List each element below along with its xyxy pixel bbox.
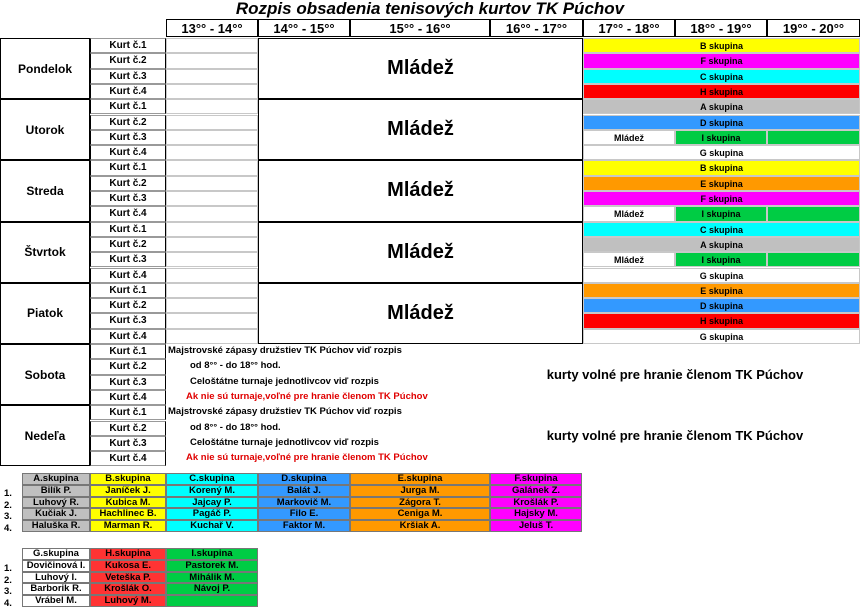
group-member: Janíček J. bbox=[90, 485, 166, 497]
time-header: 17°° - 18°° bbox=[583, 19, 675, 37]
group-member: Kučiak J. bbox=[22, 508, 90, 520]
group-member: Kukosa E. bbox=[90, 560, 166, 572]
group-slot-fill bbox=[767, 130, 860, 145]
group-member: Vrábel M. bbox=[22, 595, 90, 607]
group-member: Bilík P. bbox=[22, 485, 90, 497]
group-slot: I skupina bbox=[675, 130, 767, 145]
page-title: Rozpis obsadenia tenisových kurtov TK Púchov bbox=[235, 0, 625, 18]
weekend-line2: od 8°° - do 18°° hod. bbox=[190, 360, 281, 372]
group-slot: A skupina bbox=[583, 99, 860, 114]
weekend-line4: Ak nie sú turnaje,voľné pre hranie členom TK Púchov bbox=[186, 390, 428, 402]
group-slot: C skupina bbox=[583, 222, 860, 237]
mladez-cell: Mládež bbox=[583, 206, 675, 221]
group-slot: D skupina bbox=[583, 298, 860, 313]
empty-cell bbox=[166, 298, 258, 313]
time-header: 16°° - 17°° bbox=[490, 19, 583, 37]
court-label: Kurt č.4 bbox=[90, 84, 166, 99]
group-member: Luhový M. bbox=[90, 595, 166, 607]
weekend-line3: Celoštátne turnaje jednotlivcov viď rozpis bbox=[190, 375, 379, 387]
day-label: Piatok bbox=[0, 283, 90, 344]
mladez-block: Mládež bbox=[258, 160, 583, 221]
group-slot: G skupina bbox=[583, 329, 860, 344]
empty-cell bbox=[166, 130, 258, 145]
weekend-line3: Celoštátne turnaje jednotlivcov viď rozpis bbox=[190, 436, 379, 448]
weekend-line4: Ak nie sú turnaje,voľné pre hranie členom TK Púchov bbox=[186, 452, 428, 464]
group-header: D.skupina bbox=[258, 473, 350, 485]
group-member: Luhový R. bbox=[22, 497, 90, 509]
court-label: Kurt č.3 bbox=[90, 313, 166, 328]
time-header: 15°° - 16°° bbox=[350, 19, 490, 37]
row-number: 3. bbox=[4, 511, 12, 523]
court-label: Kurt č.4 bbox=[90, 329, 166, 344]
court-label: Kurt č.1 bbox=[90, 160, 166, 175]
group-member: Veteška P. bbox=[90, 572, 166, 584]
group-slot: C skupina bbox=[583, 69, 860, 84]
mladez-cell: Mládež bbox=[583, 130, 675, 145]
day-label: Nedeľa bbox=[0, 405, 90, 466]
weekend-line2: od 8°° - do 18°° hod. bbox=[190, 421, 281, 433]
court-label: Kurt č.3 bbox=[90, 252, 166, 267]
mladez-block: Mládež bbox=[258, 283, 583, 344]
day-label: Pondelok bbox=[0, 38, 90, 99]
weekend-free: kurty volné pre hranie členom TK Púchov bbox=[546, 428, 804, 444]
row-number: 4. bbox=[4, 523, 12, 535]
empty-cell bbox=[166, 53, 258, 68]
empty-cell bbox=[166, 237, 258, 252]
group-slot: E skupina bbox=[583, 283, 860, 298]
weekend-line1: Majstrovské zápasy družstiev TK Púchov viď rozpis bbox=[168, 406, 402, 418]
group-member: Krošlák P. bbox=[490, 497, 582, 509]
group-slot: A skupina bbox=[583, 237, 860, 252]
group-member: Filo E. bbox=[258, 508, 350, 520]
court-label: Kurt č.1 bbox=[90, 38, 166, 53]
empty-cell bbox=[166, 329, 258, 344]
group-header: G.skupina bbox=[22, 548, 90, 560]
group-member: Galánek Z. bbox=[490, 485, 582, 497]
row-number: 1. bbox=[4, 562, 12, 574]
group-slot: I skupina bbox=[675, 206, 767, 221]
court-label: Kurt č.2 bbox=[90, 53, 166, 68]
court-label: Kurt č.3 bbox=[90, 69, 166, 84]
empty-cell bbox=[166, 38, 258, 53]
row-number: 2. bbox=[4, 499, 12, 511]
group-member: Krošlák O. bbox=[90, 583, 166, 595]
mladez-block: Mládež bbox=[258, 222, 583, 283]
court-label: Kurt č.4 bbox=[90, 206, 166, 221]
group-member: Hachlinec B. bbox=[90, 508, 166, 520]
day-label: Štvrtok bbox=[0, 222, 90, 283]
group-member: Jeluš T. bbox=[490, 520, 582, 532]
weekend-line1: Majstrovské zápasy družstiev TK Púchov viď rozpis bbox=[168, 345, 402, 356]
row-number: 2. bbox=[4, 574, 12, 586]
group-header: H.skupina bbox=[90, 548, 166, 560]
group-member: Korený M. bbox=[166, 485, 258, 497]
empty-cell bbox=[166, 115, 258, 130]
court-label: Kurt č.1 bbox=[90, 99, 166, 114]
court-label: Kurt č.2 bbox=[90, 359, 166, 374]
row-number: 4. bbox=[4, 598, 12, 610]
empty-cell bbox=[166, 99, 258, 114]
group-member: Kršiak A. bbox=[350, 520, 490, 532]
time-header: 19°° - 20°° bbox=[767, 19, 860, 37]
group-member: Mihálik M. bbox=[166, 572, 258, 584]
empty-cell bbox=[166, 206, 258, 221]
empty-cell bbox=[166, 176, 258, 191]
court-label: Kurt č.4 bbox=[90, 390, 166, 405]
group-slot: D skupina bbox=[583, 115, 860, 130]
group-member: Faktor M. bbox=[258, 520, 350, 532]
time-header: 14°° - 15°° bbox=[258, 19, 350, 37]
group-member: Pagáč P. bbox=[166, 508, 258, 520]
day-label: Utorok bbox=[0, 99, 90, 160]
empty-cell bbox=[166, 268, 258, 283]
court-label: Kurt č.1 bbox=[90, 222, 166, 237]
empty-cell bbox=[166, 252, 258, 267]
group-header: I.skupina bbox=[166, 548, 258, 560]
empty-cell bbox=[166, 160, 258, 175]
day-label: Streda bbox=[0, 160, 90, 221]
empty-cell bbox=[166, 84, 258, 99]
row-number: 3. bbox=[4, 586, 12, 598]
group-header: A.skupina bbox=[22, 473, 90, 485]
empty-cell bbox=[166, 69, 258, 84]
group-header: F.skupina bbox=[490, 473, 582, 485]
group-slot-fill bbox=[767, 206, 860, 221]
group-member: Luhový I. bbox=[22, 572, 90, 584]
group-member: Markovič M. bbox=[258, 497, 350, 509]
group-member: Zágora T. bbox=[350, 497, 490, 509]
group-member: Barborik R. bbox=[22, 583, 90, 595]
day-label: Sobota bbox=[0, 344, 90, 405]
court-label: Kurt č.3 bbox=[90, 436, 166, 451]
court-label: Kurt č.3 bbox=[90, 375, 166, 390]
group-member: Marman R. bbox=[90, 520, 166, 532]
group-slot: H skupina bbox=[583, 84, 860, 99]
court-label: Kurt č.2 bbox=[90, 176, 166, 191]
court-label: Kurt č.2 bbox=[90, 237, 166, 252]
court-label: Kurt č.3 bbox=[90, 191, 166, 206]
group-member: Hajsky M. bbox=[490, 508, 582, 520]
group-header: C.skupina bbox=[166, 473, 258, 485]
court-label: Kurt č.3 bbox=[90, 130, 166, 145]
court-label: Kurt č.4 bbox=[90, 145, 166, 160]
group-slot: B skupina bbox=[583, 38, 860, 53]
empty-cell bbox=[166, 145, 258, 160]
time-header: 18°° - 19°° bbox=[675, 19, 767, 37]
group-member: Haluška R. bbox=[22, 520, 90, 532]
group-slot: F skupina bbox=[583, 191, 860, 206]
group-slot: F skupina bbox=[583, 53, 860, 68]
court-label: Kurt č.4 bbox=[90, 451, 166, 466]
court-label: Kurt č.2 bbox=[90, 421, 166, 436]
group-member: Návoj P. bbox=[166, 583, 258, 595]
court-label: Kurt č.4 bbox=[90, 268, 166, 283]
group-slot: B skupina bbox=[583, 160, 860, 175]
group-slot: E skupina bbox=[583, 176, 860, 191]
court-label: Kurt č.2 bbox=[90, 298, 166, 313]
group-header: B.skupina bbox=[90, 473, 166, 485]
court-label: Kurt č.1 bbox=[90, 283, 166, 298]
empty-cell bbox=[166, 222, 258, 237]
empty-cell bbox=[166, 191, 258, 206]
group-header: E.skupina bbox=[350, 473, 490, 485]
group-member: Dovičinová I. bbox=[22, 560, 90, 572]
group-member: Pastorek M. bbox=[166, 560, 258, 572]
weekend-free: kurty volné pre hranie členom TK Púchov bbox=[546, 367, 804, 383]
court-label: Kurt č.1 bbox=[90, 344, 166, 359]
mladez-block: Mládež bbox=[258, 38, 583, 99]
group-slot: H skupina bbox=[583, 313, 860, 328]
mladez-block: Mládež bbox=[258, 99, 583, 160]
group-slot-fill bbox=[767, 252, 860, 267]
group-member: Kubica M. bbox=[90, 497, 166, 509]
court-label: Kurt č.2 bbox=[90, 115, 166, 130]
group-member: Kuchař V. bbox=[166, 520, 258, 532]
group-member: Ceniga M. bbox=[350, 508, 490, 520]
empty-cell bbox=[166, 313, 258, 328]
empty-cell bbox=[166, 283, 258, 298]
time-header: 13°° - 14°° bbox=[166, 19, 258, 37]
court-label: Kurt č.1 bbox=[90, 405, 166, 420]
group-slot: I skupina bbox=[675, 252, 767, 267]
row-number: 1. bbox=[4, 487, 12, 499]
group-member bbox=[166, 595, 258, 607]
group-slot: G skupina bbox=[583, 268, 860, 283]
mladez-cell: Mládež bbox=[583, 252, 675, 267]
group-member: Balát J. bbox=[258, 485, 350, 497]
group-member: Jurga M. bbox=[350, 485, 490, 497]
group-slot: G skupina bbox=[583, 145, 860, 160]
group-member: Jajcay P. bbox=[166, 497, 258, 509]
